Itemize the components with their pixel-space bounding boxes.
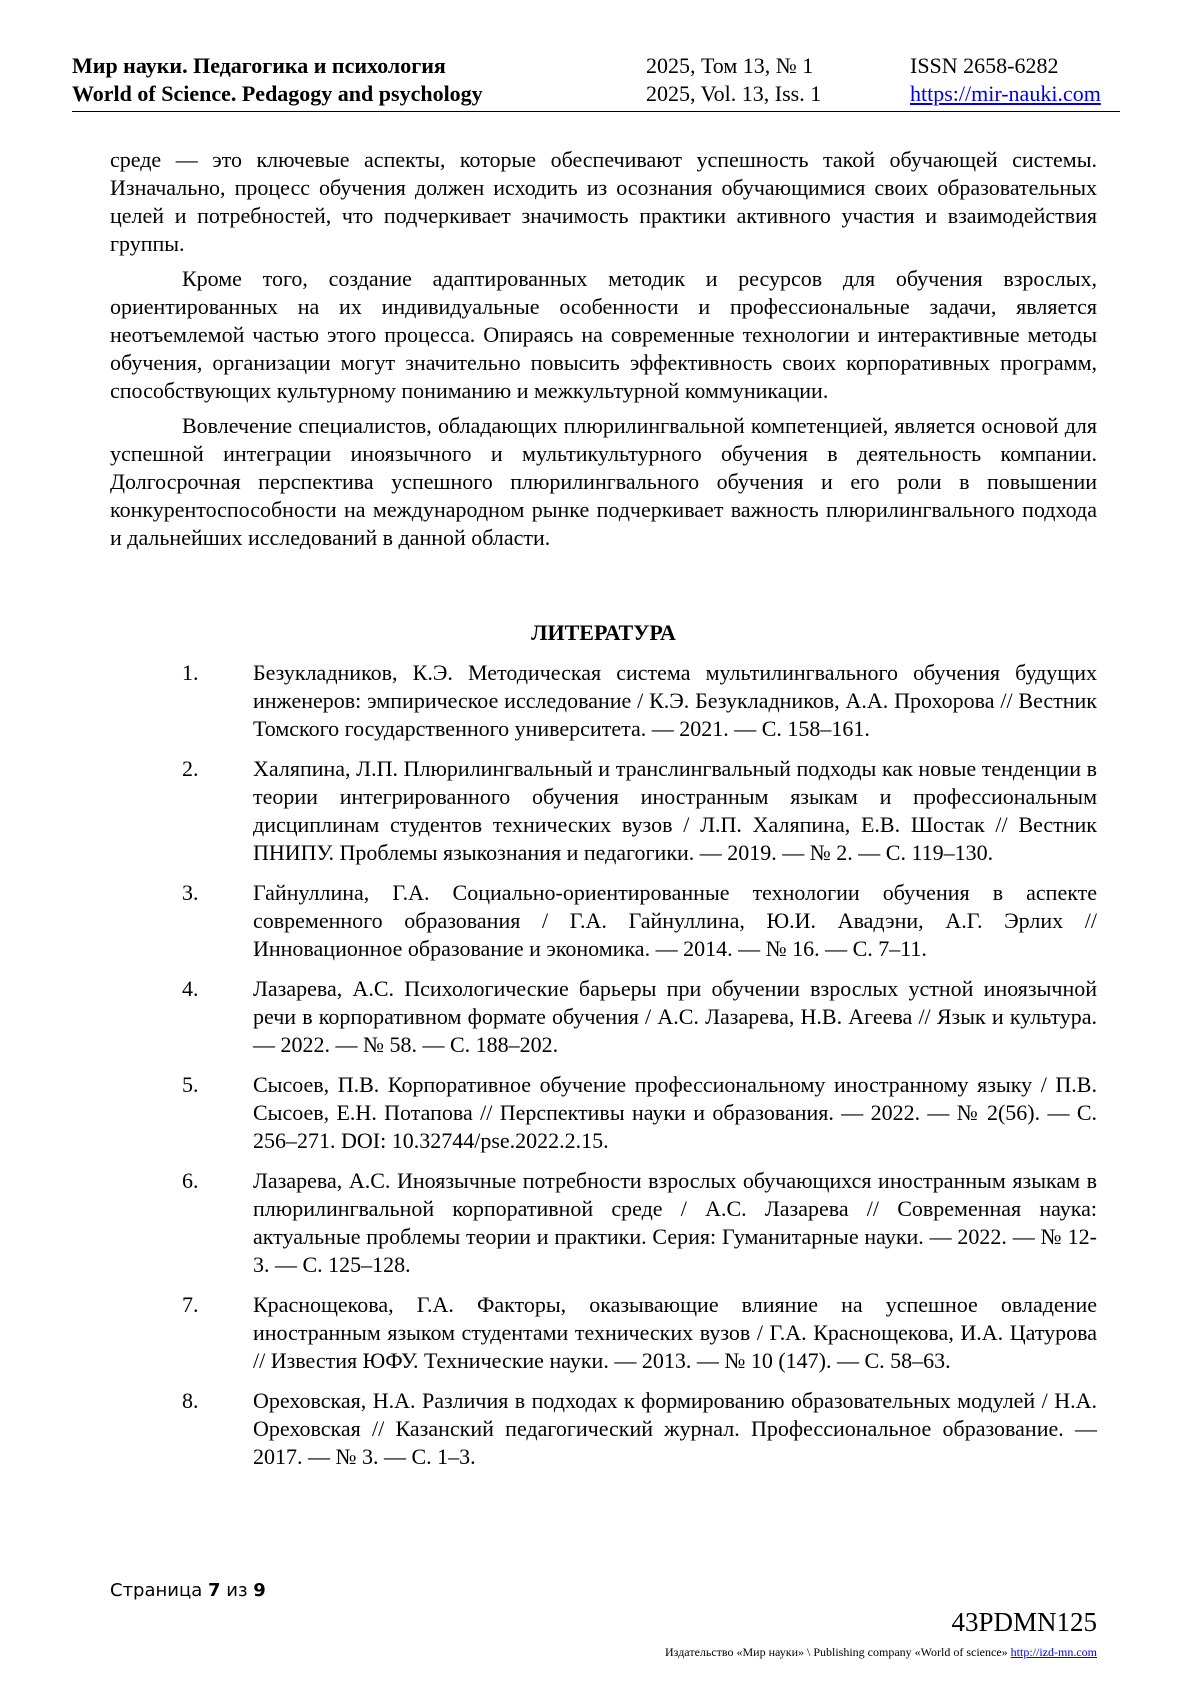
article-code: 43PDMN125 bbox=[951, 1607, 1097, 1637]
issue-block bbox=[646, 52, 821, 108]
reference-item bbox=[110, 1387, 1097, 1471]
body-paragraph-2: Кроме того, создание адаптированных методик и ресурсов для обучения взрослых, ориентированных на их индивидуальные особенности и профессиональные задачи, является неотъемлемой частью этого процесса. Опираясь на современные технологии и интерактивные методы обучения, организации могут значительно повысить эффективность своих корпоративных программ, способствующих культурному пониманию и межкультурной коммуникации. bbox=[110, 266, 1097, 403]
reference-text: Краснощекова, Г.А. Факторы, оказывающие влияние на успешное овладение иностранным языком студентами технических вузов / Г.А. Краснощекова, И.А. Цатурова // Известия ЮФУ. Технические науки. — 2013. — № 10 (147). — С. 58–63. bbox=[253, 1292, 1097, 1373]
reference-item bbox=[110, 1291, 1097, 1375]
reference-list bbox=[110, 659, 1097, 1483]
journal-title-en: World of Science. Pedagogy and psychology bbox=[72, 81, 483, 106]
publisher-text: Издательство «Мир науки» \ Publishing company «World of science» bbox=[665, 1645, 1008, 1659]
reference-number: 8. bbox=[182, 1388, 199, 1413]
journal-title-ru: Мир науки. Педагогика и психология bbox=[72, 53, 446, 78]
reference-text: Гайнуллина, Г.А. Социально-ориентированные технологии обучения в аспекте современного образования / Г.А. Гайнуллина, Ю.И. Авадэни, А.Г. Эрлих // Инновационное образование и экономика. — 2014. — № 16. — С. 7–11. bbox=[253, 880, 1097, 961]
reference-item bbox=[110, 1071, 1097, 1155]
reference-text: Лазарева, А.С. Психологические барьеры при обучении взрослых устной иноязычной речи в корпоративном формате обучения / А.С. Лазарева, Н.В. Агеева // Язык и культура. — 2022. — № 58. — С. 188–202. bbox=[253, 976, 1097, 1057]
reference-number: 7. bbox=[182, 1292, 199, 1317]
reference-item bbox=[110, 755, 1097, 867]
header-divider bbox=[72, 111, 1120, 112]
body-paragraph-3: Вовлечение специалистов, обладающих плюрилингвальной компетенцией, является основой для успешной интеграции иноязычного и мультикультурного обучения в деятельность компании. Долгосрочная перспектива успешного плюрилингвального обучения и его роли в повышении конкурентоспособности на международном рынке подчеркивает важность плюрилингвального подхода и дальнейших исследований в данной области. bbox=[110, 413, 1097, 550]
reference-number: 2. bbox=[182, 756, 199, 781]
running-header bbox=[72, 52, 1120, 112]
reference-text: Халяпина, Л.П. Плюрилингвальный и транслингвальный подходы как новые тенденции в теории интегрированного обучения иностранным языкам и профессиональным дисциплинам студентов технических вузов / Л.П. Халяпина, Е.В. Шостак // Вестник ПНИПУ. Проблемы языкознания и педагогики. — 2019. — № 2. — С. 119–130. bbox=[253, 756, 1097, 865]
issn-block bbox=[910, 52, 1101, 108]
reference-text: Безукладников, К.Э. Методическая система мультилингвального обучения будущих инженеров: эмпирическое исследование / К.Э. Безукладников, А.А. Прохорова // Вестник Томского государственного университета. — 2021. — С. 158–161. bbox=[253, 660, 1097, 741]
reference-item bbox=[110, 659, 1097, 743]
page-prefix: Страница bbox=[110, 1580, 203, 1601]
page-current: 7 bbox=[208, 1580, 221, 1601]
reference-text: Лазарева, А.С. Иноязычные потребности взрослых обучающихся иностранным языкам в плюрилингвальной корпоративной среде / А.С. Лазарева // Современная наука: актуальные проблемы теории и практики. Серия: Гуманитарные науки. — 2022. — № 12-3. — С. 125–128. bbox=[253, 1168, 1097, 1277]
reference-number: 1. bbox=[182, 660, 199, 685]
literature-heading: ЛИТЕРАТУРА bbox=[531, 620, 676, 645]
publisher-url-link[interactable]: http://izd-mn.com bbox=[1010, 1645, 1097, 1659]
issn: ISSN 2658-6282 bbox=[910, 53, 1059, 78]
reference-item bbox=[110, 975, 1097, 1059]
reference-number: 6. bbox=[182, 1168, 199, 1193]
journal-title-block bbox=[72, 52, 483, 108]
article-body bbox=[110, 146, 1097, 552]
page-separator: из bbox=[226, 1580, 248, 1601]
reference-number: 3. bbox=[182, 880, 199, 905]
reference-number: 4. bbox=[182, 976, 199, 1001]
issue-ru: 2025, Том 13, № 1 bbox=[646, 53, 814, 78]
page-counter bbox=[110, 1580, 266, 1601]
publisher-line bbox=[665, 1644, 1097, 1660]
reference-item bbox=[110, 1167, 1097, 1279]
issue-en: 2025, Vol. 13, Iss. 1 bbox=[646, 81, 822, 106]
reference-number: 5. bbox=[182, 1072, 199, 1097]
journal-url-link[interactable]: https://mir-nauki.com bbox=[910, 81, 1101, 106]
reference-text: Сысоев, П.В. Корпоративное обучение профессиональному иностранному языку / П.В. Сысоев, Е.Н. Потапова // Перспективы науки и образования. — 2022. — № 2(56). — С. 256–271. DOI: 10.32744/pse.2022.2.15. bbox=[253, 1072, 1097, 1153]
reference-item bbox=[110, 879, 1097, 963]
body-paragraph-1: среде — это ключевые аспекты, которые обеспечивают успешность такой обучающей системы. Изначально, процесс обучения должен исходить из осознания обучающимися своих образовательных целей и потребностей, что подчеркивает значимость практики активного участия и взаимодействия группы. bbox=[110, 147, 1097, 256]
reference-text: Ореховская, Н.А. Различия в подходах к формированию образовательных модулей / Н.А. Ореховская // Казанский педагогический журнал. Профессиональное образование. — 2017. — № 3. — С. 1–3. bbox=[253, 1388, 1097, 1469]
page-total: 9 bbox=[253, 1580, 266, 1601]
